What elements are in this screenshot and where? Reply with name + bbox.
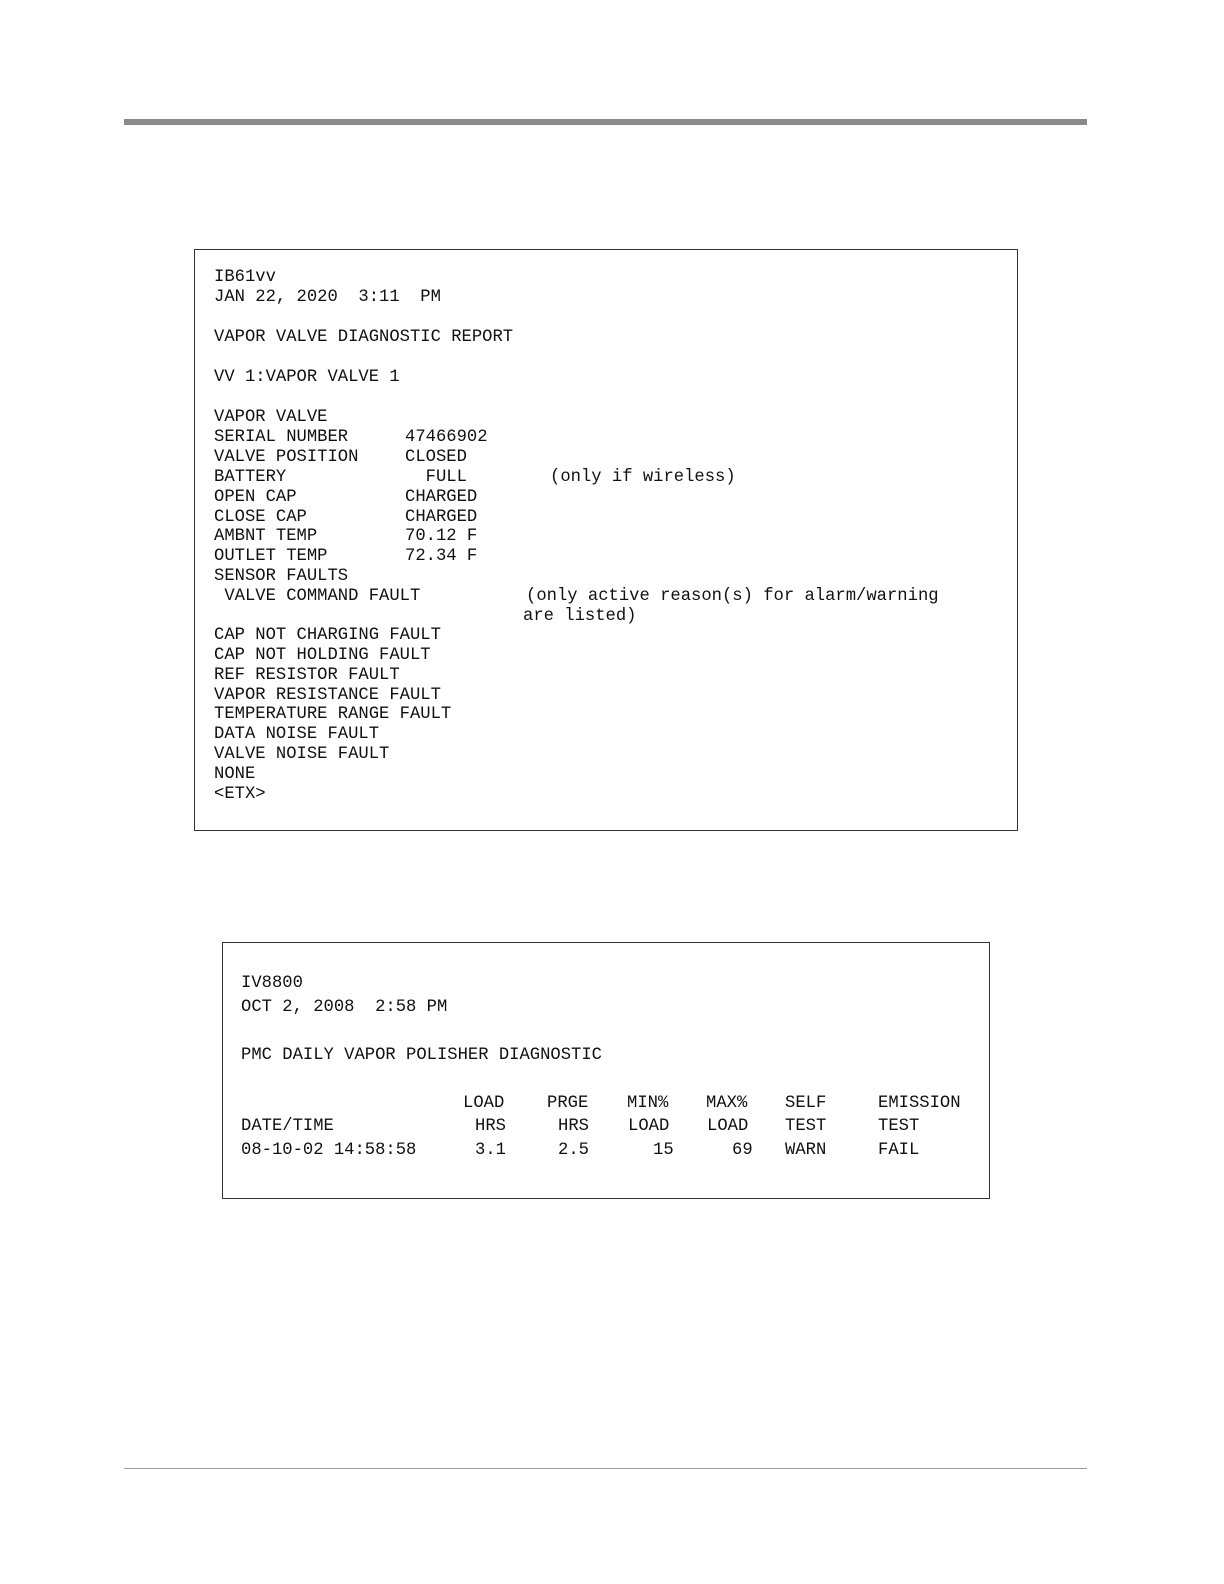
field-label: VALVE POSITION bbox=[214, 448, 359, 467]
table-cell: WARN bbox=[785, 1141, 827, 1160]
fault-item: VALVE NOISE FAULT bbox=[214, 745, 390, 764]
table-cell: 2.5 bbox=[558, 1141, 589, 1160]
field-label: OUTLET TEMP bbox=[214, 547, 328, 566]
table-cell: 15 bbox=[653, 1141, 674, 1160]
field-value: CLOSED bbox=[405, 448, 467, 467]
field-row bbox=[214, 527, 478, 547]
fault-item: TEMPERATURE RANGE FAULT bbox=[214, 705, 452, 724]
column-header: EMISSION bbox=[878, 1094, 961, 1113]
field-row bbox=[214, 448, 467, 468]
etx-marker: <ETX> bbox=[214, 785, 266, 804]
field-value: 70.12 F bbox=[405, 527, 478, 546]
report-id: IV8800 bbox=[241, 974, 303, 993]
field-row bbox=[214, 508, 478, 528]
fault-item: VAPOR RESISTANCE FAULT bbox=[214, 686, 441, 705]
column-header: TEST bbox=[878, 1117, 920, 1136]
column-header: LOAD bbox=[628, 1117, 670, 1136]
column-header: MIN% bbox=[627, 1094, 669, 1113]
column-header: DATE/TIME bbox=[241, 1117, 334, 1136]
field-value: FULL bbox=[405, 468, 467, 487]
column-header: SELF bbox=[785, 1094, 827, 1113]
field-row bbox=[214, 547, 478, 567]
vapor-valve-report-box bbox=[194, 249, 1018, 831]
field-value: CHARGED bbox=[405, 488, 478, 507]
field-label: OPEN CAP bbox=[214, 488, 297, 507]
sensor-faults-label: SENSOR FAULTS bbox=[214, 567, 349, 586]
report-title: PMC DAILY VAPOR POLISHER DIAGNOSTIC bbox=[241, 1046, 602, 1065]
field-row bbox=[214, 468, 467, 488]
report-datetime: OCT 2, 2008 2:58 PM bbox=[241, 998, 448, 1017]
column-header: MAX% bbox=[706, 1094, 748, 1113]
fault-item: DATA NOISE FAULT bbox=[214, 725, 380, 744]
footer-rule bbox=[124, 1468, 1087, 1469]
note-wireless: (only if wireless) bbox=[550, 468, 736, 487]
vapor-polisher-report-box bbox=[222, 942, 990, 1199]
report-title: VAPOR VALVE DIAGNOSTIC REPORT bbox=[214, 328, 514, 347]
table-cell: 3.1 bbox=[475, 1141, 506, 1160]
fault-item: CAP NOT CHARGING FAULT bbox=[214, 626, 441, 645]
column-header: HRS bbox=[558, 1117, 589, 1136]
table-cell: FAIL bbox=[878, 1141, 920, 1160]
field-label: AMBNT TEMP bbox=[214, 527, 318, 546]
field-row bbox=[214, 488, 478, 508]
table-cell: 69 bbox=[732, 1141, 753, 1160]
field-label: CLOSE CAP bbox=[214, 508, 307, 527]
fault-item: VALVE COMMAND FAULT bbox=[214, 587, 421, 606]
column-header: LOAD bbox=[707, 1117, 749, 1136]
header-rule bbox=[124, 119, 1087, 125]
field-value: 72.34 F bbox=[405, 547, 478, 566]
note-faults-line2: are listed) bbox=[523, 607, 637, 626]
report-datetime: JAN 22, 2020 3:11 PM bbox=[214, 288, 441, 307]
column-header: HRS bbox=[475, 1117, 506, 1136]
field-label: SERIAL NUMBER bbox=[214, 428, 349, 447]
field-label: BATTERY bbox=[214, 468, 287, 487]
column-header: PRGE bbox=[547, 1094, 589, 1113]
section-label: VAPOR VALVE bbox=[214, 408, 328, 427]
fault-item: CAP NOT HOLDING FAULT bbox=[214, 646, 431, 665]
field-value: CHARGED bbox=[405, 508, 478, 527]
valve-line: VV 1:VAPOR VALVE 1 bbox=[214, 368, 400, 387]
note-faults-line1: (only active reason(s) for alarm/warning bbox=[526, 587, 939, 606]
fault-item: REF RESISTOR FAULT bbox=[214, 666, 400, 685]
field-value: 47466902 bbox=[405, 428, 488, 447]
fault-item: NONE bbox=[214, 765, 256, 784]
column-header: LOAD bbox=[463, 1094, 505, 1113]
column-header: TEST bbox=[785, 1117, 827, 1136]
field-row bbox=[214, 428, 488, 448]
report-id: IB61vv bbox=[214, 268, 276, 287]
table-cell: 08-10-02 14:58:58 bbox=[241, 1141, 417, 1160]
